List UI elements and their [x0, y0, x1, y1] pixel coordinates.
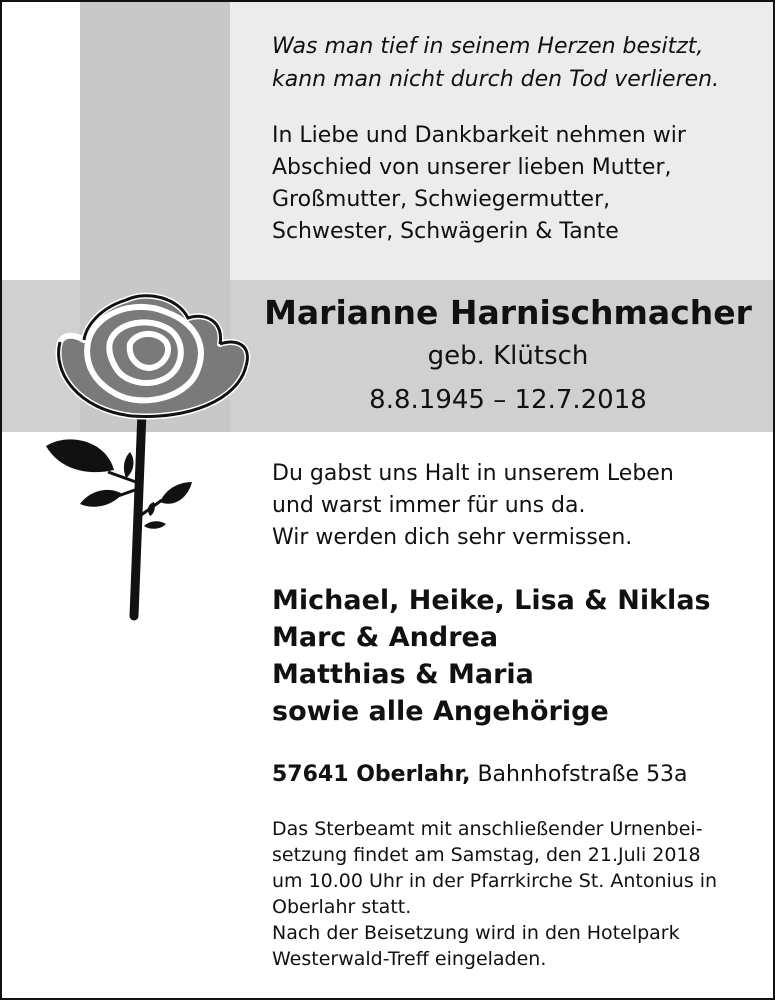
thanks-line: Wir werden dich sehr vermissen. — [272, 525, 633, 550]
family-line: Michael, Heike, Lisa & Niklas — [272, 585, 711, 616]
service-info — [272, 816, 752, 972]
intro-line: Großmutter, Schwiegermutter, — [272, 187, 611, 212]
quote-line: kann man nicht durch den Tod verlieren. — [272, 67, 720, 92]
thanks-line: und warst immer für uns da. — [272, 493, 586, 518]
intro-line: Schwester, Schwägerin & Tante — [272, 219, 619, 244]
deceased-name: Marianne Harnischmacher — [264, 293, 752, 332]
family-line: sowie alle Angehörige — [272, 696, 609, 727]
family-list — [272, 582, 752, 730]
service-line: setzung findet am Samstag, den 21.Juli 2018 — [272, 844, 701, 866]
life-dates: 8.8.1945 – 12.7.2018 — [369, 385, 647, 415]
birth-name: geb. Klütsch — [427, 341, 589, 371]
family-line: Marc & Andrea — [272, 622, 499, 653]
rose-icon — [38, 282, 258, 622]
intro-text — [272, 120, 752, 248]
quote-line: Was man tief in seinem Herzen besitzt, — [272, 34, 704, 59]
quote — [272, 30, 752, 96]
service-line: Nach der Beisetzung wird in den Hotelpark — [272, 922, 680, 944]
address-street: Bahnhofstraße 53a — [477, 762, 688, 787]
address — [272, 759, 752, 791]
service-line: Westerwald-Treff eingeladen. — [272, 948, 547, 970]
intro-line: In Liebe und Dankbarkeit nehmen wir — [272, 123, 686, 148]
top-left-margin — [2, 2, 80, 280]
intro-line: Abschied von unserer lieben Mutter, — [272, 155, 672, 180]
service-line: Das Sterbeamt mit anschließender Urnenbei- — [272, 818, 703, 840]
service-line: um 10.00 Uhr in der Pfarrkirche St. Antonius in — [272, 870, 718, 892]
family-line: Matthias & Maria — [272, 659, 534, 690]
service-line: Oberlahr statt. — [272, 896, 412, 918]
thanks-text — [272, 458, 752, 554]
thanks-line: Du gabst uns Halt in unserem Leben — [272, 461, 674, 486]
address-city: 57641 Oberlahr, — [272, 762, 471, 787]
